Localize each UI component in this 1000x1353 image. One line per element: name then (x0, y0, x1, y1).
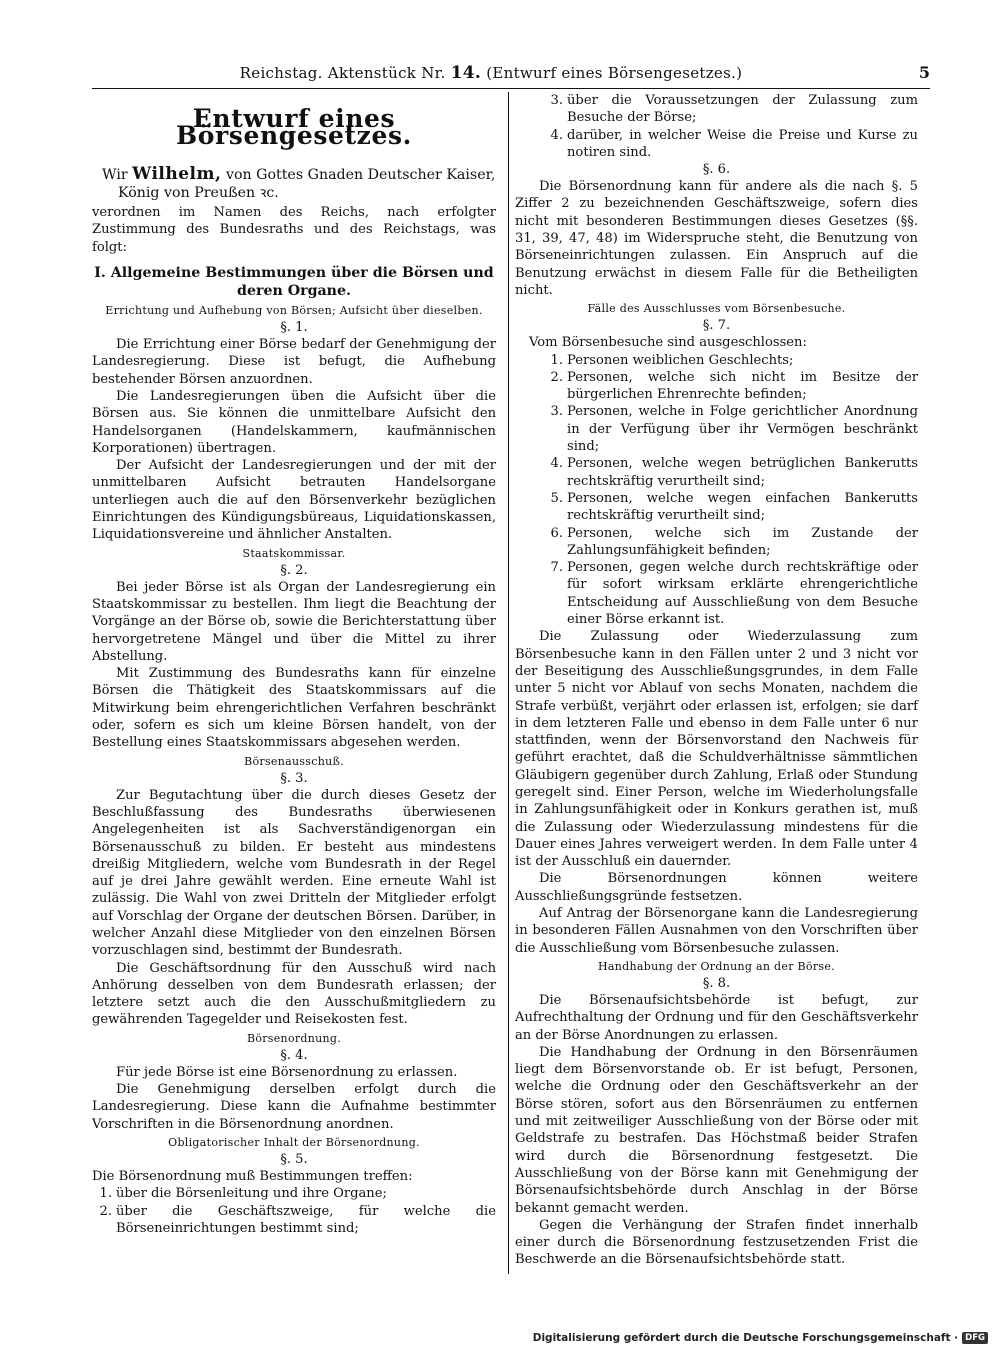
paragraph-3-text-a: Zur Begutachtung über die durch dieses Gesetz der Beschlußfassung des Bundesraths überwiesenen Angelegenheiten ist als Sachverständigenorgan ein Börsenausschuß zu bilden. Er besteht aus mindestens dreißig Mitgliedern, welche vom Bundesrath in der Regel auf je drei Jahre gewählt werden. Eine erneute Wahl ist zulässig. Die Wahl von zwei Dritteln der Mitglieder erfolgt auf Vorschlag der Organe der deutschen Börsen. Darüber, in welcher Anzahl diese Mitglieder von den einzelnen Börsen vorzuschlagen sind, bestimmt der Bundesrath. (92, 787, 496, 959)
list-item-text: darüber, in welcher Weise die Preise und Kurse zu notiren sind. (567, 127, 918, 160)
paragraph-1-text-c: Der Aufsicht der Landesregierungen und der mit der unmittelbaren Aufsicht betrauten Handelsorgane unterliegen auch die auf den Börsenverkehr bezüglichen Einrichtungen des Kündigungsbüreaus, Liquidationskassen, Liquidationsvereine und ähnlicher Anstalten. (92, 458, 496, 543)
dfg-logo: DFG (962, 1332, 988, 1344)
subheading-obligatorischer-inhalt: Obligatorischer Inhalt der Börsenordnung. (168, 1135, 420, 1149)
list-item (515, 455, 918, 490)
list-item (92, 1185, 496, 1202)
decree-we: Wir (102, 166, 128, 183)
digitization-credit (533, 1332, 988, 1344)
left-column (92, 92, 496, 1237)
credit-text: Digitalisierung gefördert durch die Deutsche Forschungsgemeinschaft · (532, 1332, 959, 1344)
list-item (515, 403, 918, 455)
decree-line-2: König von Preußen ꝛc. (118, 184, 279, 201)
paragraph-8-text-c: Gegen die Verhängung der Strafen findet innerhalb einer durch die Börsenordnung festzusetzenden Frist die Beschwerde an die Börsenaufsichtsbehörde statt. (515, 1217, 918, 1268)
paragraph-7-text-b: Die Zulassung oder Wiederzulassung zum Börsenbesuche kann in den Fällen unter 2 und 3 nicht vor der Beseitigung des Ausschließungsgrundes, in dem Falle unter 5 nicht vor Ablauf von sechs Monaten, nachdem die Strafe verbüßt, verjährt oder erlassen ist, erfolgen; sie darf in dem letzteren Falle und ebenso in dem Falle unter 6 nur stattfinden, wenn der Börsenvorstand den Nachweis für geführt erachtet, daß die Schuldverhältnisse sämmtlichen Gläubigern gegenüber durch Zahlung, Erlaß oder Stundung geregelt sind. Einer Person, welche im Wiederholungsfalle in Zahlungsunfähigkeit oder in Konkurs gerathen ist, muß die Zulassung oder Wiederzulassung mindestens für die Dauer eines Jahres verweigert werden. In dem Falle unter 4 ist der Ausschluß ein dauernder. (515, 629, 918, 870)
list-item-text: Personen, welche wegen einfachen Bankerutts rechtskräftig verurtheilt sind; (567, 490, 918, 524)
list-item (92, 1203, 496, 1238)
list-item-text: Personen, welche sich nicht im Besitze der bürgerlichen Ehrenrechte befinden; (567, 369, 918, 403)
paragraph-5-intro: Die Börsenordnung muß Bestimmungen treffen: (92, 1168, 413, 1184)
paragraph-4-text-a: Für jede Börse ist eine Börsenordnung zu erlassen. (116, 1064, 458, 1080)
paragraph-8-text-a: Die Börsenaufsichtsbehörde ist befugt, zur Aufrechthaltung der Ordnung und für den Geschäftsverkehr an der Börse Anordnungen zu erlassen. (515, 992, 918, 1043)
list-item (515, 559, 918, 628)
paragraph-number-6: §. 6. (702, 162, 731, 178)
paragraph-1-text-a: Die Errichtung einer Börse bedarf der Genehmigung der Landesregierung. Diese ist befugt, die Aufhebung bestehender Börsen anzuordnen. (92, 337, 496, 387)
list-item (515, 352, 918, 369)
list-item-text: über die Geschäftszweige, für welche die Börseneinrichtungen bestimmt sind; (116, 1203, 496, 1236)
paragraph-6-text: Die Börsenordnung kann für andere als die nach §. 5 Ziffer 2 zu bezeichnenden Geschäftszweige, sofern dies nicht mit besonderen Bestimmungen dieses Gesetzes (§§. 31, 39, 47, 48) im Widerspruche steht, die Benutzung von Börseneinrichtungen zulassen. Ein Anspruch auf die Benutzung erwächst in diesem Falle für die Betheiligten nicht. (515, 179, 918, 298)
running-title-pre: Reichstag. Aktenstück Nr. (239, 64, 446, 82)
running-title (92, 60, 890, 86)
paragraph-7-text-c: Die Börsenordnungen können weitere Ausschließungsgründe festsetzen. (515, 871, 918, 904)
paragraph-7-text-d: Auf Antrag der Börsenorgane kann die Landesregierung in besonderen Fällen Ausnahmen von den Vorschriften über die Ausschließung vom Börsenbesuche zulassen. (515, 906, 918, 956)
subheading-handhabung: Handhabung der Ordnung an der Börse. (598, 959, 835, 973)
paragraph-number-7: §. 7. (702, 318, 731, 334)
paragraph-number-3: §. 3. (280, 770, 308, 786)
list-item-number: 2. (99, 1203, 112, 1219)
decree-title: von Gottes Gnaden Deutscher Kaiser, (225, 166, 496, 183)
exclusion-list (515, 352, 918, 629)
list-item-text: über die Voraussetzungen der Zulassung zum Besuche der Börse; (567, 93, 918, 126)
paragraph-1-text-b: Die Landesregierungen üben die Aufsicht über die Börsen aus. Sie können die unmittelbare Aufsicht den Handelsorganen (Handelskammern, kaufmännischen Korporationen) übertragen. (92, 388, 496, 456)
list-item-number: 1. (99, 1186, 112, 1202)
running-header (92, 60, 930, 86)
list-item-number: 7. (550, 560, 563, 576)
emperor-name: Wilhelm, (132, 163, 222, 184)
paragraph-4-text-b: Die Genehmigung derselben erfolgt durch die Landesregierung. Diese kann die Aufnahme bestimmter Vorschriften in die Börsenordnung anordnen. (92, 1082, 496, 1132)
list-item (515, 525, 918, 560)
paragraph-3-text-b: Die Geschäftsordnung für den Ausschuß wird nach Anhörung desselben von dem Bundesrath erlassen; der letztere setzt auch die den Ausschußmitgliedern zu gewährenden Tagegelder und Reisekosten fest. (92, 960, 496, 1028)
subheading-staatskommissar: Staatskommissar. (242, 546, 346, 560)
paragraph-8-text-b: Die Handhabung der Ordnung in den Börsenräumen liegt dem Börsenvorstande ob. Er ist befugt, Personen, welche die Ordnung oder den Geschäftsverkehr an der Börse stören, sofort aus den Börsenräumen zu entfernen und mit zeitweiliger Ausschließung von der Börse oder mit Geldstrafe zu bestrafen. Das Höchstmaß beider Strafen wird durch die Börsenordnung festgesetzt. Die Ausschließung von der Börse kann mit Genehmigung der Börsenaufsichtsbehörde durch Anschlag in der Börse bekannt gemacht werden. (515, 1044, 918, 1216)
paragraph-number-2: §. 2. (280, 562, 308, 578)
paragraph-2-text-b: Mit Zustimmung des Bundesraths kann für einzelne Börsen die Thätigkeit des Staatskommissars auf die Mitwirkung beim ehrengerichtlichen Verfahren beschränkt oder, sofern es sich um kleine Börsen handelt, von der Bestellung eines Staatskommissars abgesehen werden. (92, 666, 496, 751)
list-item (515, 92, 918, 127)
subheading-boersenausschuss: Börsenausschuß. (244, 754, 344, 768)
list-item-text: über die Börsenleitung und ihre Organe; (116, 1186, 387, 1202)
page-number: 5 (918, 63, 930, 82)
list-item-number: 3. (550, 404, 563, 420)
decree-line-1 (92, 165, 496, 184)
list-item-number: 3. (550, 93, 563, 108)
subheading-ausschluss: Fälle des Ausschlusses vom Börsenbesuche. (587, 302, 846, 316)
paragraph-number-4: §. 4. (280, 1047, 308, 1063)
document-title: Entwurf eines Börsengesetzes. (176, 104, 412, 151)
list-item (515, 369, 918, 404)
list-item-number: 4. (550, 456, 563, 472)
document-number: 14. (450, 63, 482, 83)
list-item-number: 5. (550, 490, 563, 506)
decree-preamble (92, 165, 496, 203)
paragraph-2-text-a: Bei jeder Börse ist als Organ der Landesregierung ein Staatskommissar zu bestellen. Ihm liegt die Beachtung der Vorgänge an der Börse ob, sowie die Berichterstattung über hervorgetretene Mängel und über die Mittel zu ihrer Abstellung. (92, 579, 496, 664)
paragraph-number-8: §. 8. (702, 975, 731, 991)
section-heading-i: I. Allgemeine Bestimmungen über die Börsen und deren Organe. (94, 265, 494, 300)
subheading-boersenordnung: Börsenordnung. (246, 1031, 342, 1045)
list-item-number: 2. (550, 369, 563, 385)
list-item (515, 490, 918, 525)
decree-body: verordnen im Namen des Reichs, nach erfolgter Zustimmung des Bundesraths und des Reichstags, was folgt: (92, 205, 496, 255)
list-item-text: Personen weiblichen Geschlechts; (567, 352, 794, 368)
paragraph-number-5: §. 5. (280, 1151, 308, 1167)
list-item-number: 1. (550, 352, 563, 368)
header-rule (92, 88, 930, 89)
list-item-text: Personen, welche wegen betrüglichen Bankerutts rechtskräftig verurtheilt sind; (567, 456, 918, 489)
list-item-number: 4. (550, 127, 563, 143)
column-divider (508, 92, 509, 1274)
subheading-errichtung: Errichtung und Aufhebung von Börsen; Aufsicht über dieselben. (105, 304, 483, 318)
list-item-number: 6. (550, 525, 563, 541)
list-item-text: Personen, welche in Folge gerichtlicher Anordnung in der Verfügung über ihr Vermögen beschränkt sind; (567, 404, 918, 455)
right-column (515, 92, 918, 1269)
paragraph-number-1: §. 1. (280, 320, 308, 336)
paragraph-7-intro: Vom Börsenbesuche sind ausgeschlossen: (529, 335, 807, 351)
list-item-text: Personen, welche sich im Zustande der Zahlungsunfähigkeit befinden; (567, 525, 918, 558)
running-title-post: (Entwurf eines Börsengesetzes.) (486, 64, 743, 82)
list-item-text: Personen, gegen welche durch rechtskräftige oder für sofort wirksam erklärte ehrengerichtliche Entscheidung auf Ausschließung von dem Besuche einer Börse erkannt ist. (567, 560, 918, 628)
list-item (515, 127, 918, 162)
